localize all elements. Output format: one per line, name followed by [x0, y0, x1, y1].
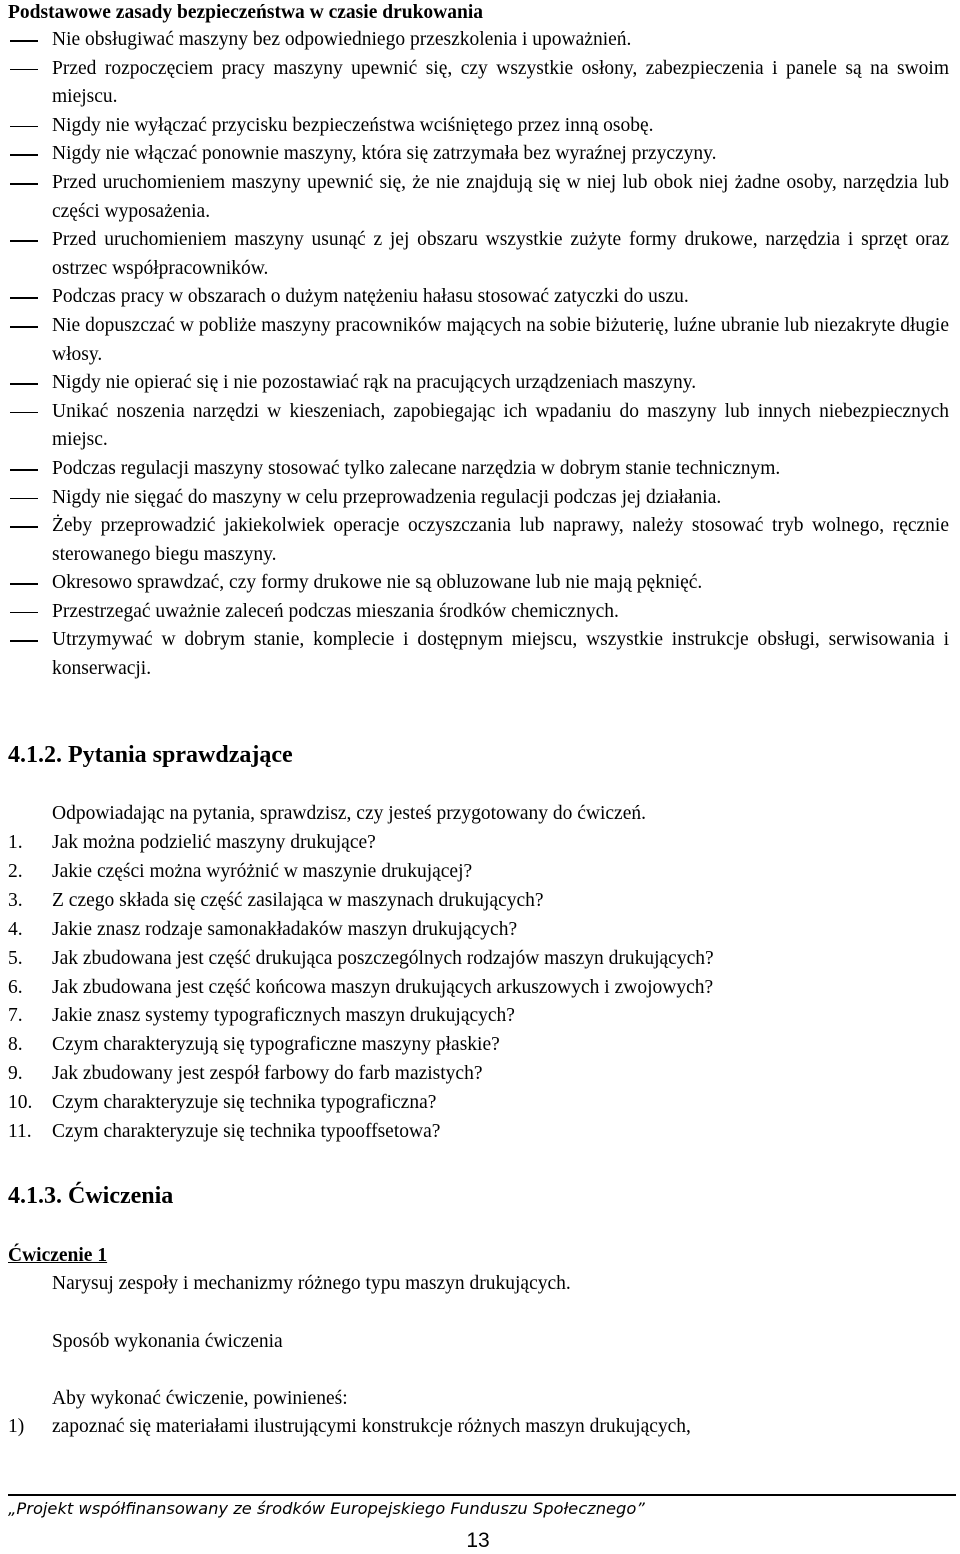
question-item: [0, 858, 960, 887]
safety-rule: Przed uruchomieniem maszyny upewnić się, że nie znajdują się w niej lub obok niej żadne osoby, narzędzia lub części wyposażenia.: [0, 169, 960, 226]
question-number: 11.: [8, 1121, 32, 1143]
exercise-task: Narysuj zespoły i mechanizmy różnego typu maszyn drukujących.: [52, 1273, 571, 1294]
questions-section-title: 4.1.2. Pytania sprawdzające: [8, 742, 293, 768]
questions-list: [0, 829, 960, 1147]
section-heading: Podstawowe zasady bezpieczeństwa w czasie drukowania: [8, 2, 484, 23]
question-text: Czym charakteryzuje się technika typograficzna?: [52, 1092, 437, 1114]
question-text: Jakie części można wyróżnić w maszynie drukującej?: [52, 860, 473, 882]
question-text: Czym charakteryzują się typograficzne maszyny płaskie?: [52, 1034, 500, 1056]
question-number: 1.: [8, 832, 23, 853]
question-number: 3.: [8, 889, 23, 911]
safety-rule: Nigdy nie włączać ponownie maszyny, która się zatrzymała bez wyraźnej przyczyny.: [0, 140, 960, 169]
safety-rule: Nigdy nie wyłączać przycisku bezpieczeństwa wciśniętego przez inną osobę.: [0, 112, 960, 141]
question-text: Czym charakteryzuje się technika typooffsetowa?: [52, 1121, 441, 1143]
question-text: Z czego składa się część zasilająca w maszynach drukujących?: [52, 889, 544, 911]
question-item: [0, 887, 960, 916]
safety-rule: Utrzymywać w dobrym stanie, komplecie i dostępnym miejscu, wszystkie instrukcje obsługi, serwisowania i konserwacji.: [0, 626, 960, 683]
question-number: 6.: [8, 976, 23, 998]
safety-rules-list: [0, 26, 960, 684]
question-text: Jak można podzielić maszyny drukujące?: [52, 832, 376, 853]
page-number: 13: [466, 1529, 490, 1552]
safety-rule: Nigdy nie opierać się i nie pozostawiać rąk na pracujących urządzeniach maszyny.: [0, 369, 960, 398]
exercise-title: Ćwiczenie 1: [8, 1245, 108, 1266]
safety-rule: Żeby przeprowadzić jakiekolwiek operacje oczyszczania lub naprawy, należy stosować tryb wolnego, ręcznie sterowanego biegu maszyny.: [0, 512, 960, 569]
safety-rule: Przed uruchomieniem maszyny usunąć z jej obszaru wszystkie zużyte formy drukowe, narzędzia i sprzęt oraz ostrzec współpracowników.: [0, 226, 960, 283]
steps-intro: Aby wykonać ćwiczenie, powinieneś:: [52, 1388, 348, 1409]
safety-rule: Przed rozpoczęciem pracy maszyny upewnić się, czy wszystkie osłony, zabezpieczenia i panele są na swoim miejscu.: [0, 55, 960, 112]
question-item: [0, 1002, 960, 1031]
question-item: [0, 829, 960, 858]
question-number: 8.: [8, 1034, 23, 1056]
question-item: [0, 1118, 960, 1147]
question-number: 7.: [8, 1005, 23, 1027]
question-number: 9.: [8, 1063, 23, 1085]
question-item: [0, 1060, 960, 1089]
question-number: 5.: [8, 947, 23, 969]
question-text: Jakie znasz rodzaje samonakładaków maszyn drukujących?: [52, 918, 518, 940]
safety-rule: Nie dopuszczać w pobliże maszyny pracowników mających na sobie biżuterię, luźne ubranie lub niezakryte długie włosy.: [0, 312, 960, 369]
question-item: [0, 945, 960, 974]
question-item: [0, 916, 960, 945]
method-label: Sposób wykonania ćwiczenia: [52, 1331, 283, 1352]
safety-rule: Okresowo sprawdzać, czy formy drukowe nie są obluzowane lub nie mają pęknięć.: [0, 569, 960, 598]
step-number: 1): [8, 1416, 25, 1437]
question-item: [0, 1031, 960, 1060]
question-number: 10.: [8, 1092, 33, 1114]
question-number: 2.: [8, 860, 23, 882]
exercises-section-title: 4.1.3. Ćwiczenia: [8, 1183, 174, 1209]
safety-rule: Przestrzegać uważnie zaleceń podczas mieszania środków chemicznych.: [0, 598, 960, 627]
safety-rule: Podczas regulacji maszyny stosować tylko zalecane narzędzia w dobrym stanie technicznym.: [0, 455, 960, 484]
question-item: [0, 1089, 960, 1118]
step-text: zapoznać się materiałami ilustrującymi konstrukcje różnych maszyn drukujących,: [52, 1416, 691, 1437]
question-text: Jak zbudowany jest zespół farbowy do farb mazistych?: [52, 1063, 483, 1085]
questions-intro: Odpowiadając na pytania, sprawdzisz, czy jesteś przygotowany do ćwiczeń.: [52, 803, 646, 824]
question-number: 4.: [8, 918, 23, 940]
safety-rule: Nigdy nie sięgać do maszyny w celu przeprowadzenia regulacji podczas jej działania.: [0, 484, 960, 513]
question-text: Jak zbudowana jest część końcowa maszyn drukujących arkuszowych i zwojowych?: [52, 976, 714, 998]
footer-text: „Projekt współfinansowany ze środków Europejskiego Funduszu Społecznego”: [8, 1499, 645, 1518]
safety-rule: Podczas pracy w obszarach o dużym natężeniu hałasu stosować zatyczki do uszu.: [0, 283, 960, 312]
safety-rule: Nie obsługiwać maszyny bez odpowiedniego przeszkolenia i upoważnień.: [0, 26, 960, 55]
question-text: Jak zbudowana jest część drukująca poszczególnych rodzajów maszyn drukujących?: [52, 947, 714, 969]
safety-rule: Unikać noszenia narzędzi w kieszeniach, zapobiegając ich wpadaniu do maszyny lub innych niebezpiecznych miejsc.: [0, 398, 960, 455]
footer-divider: [8, 1494, 956, 1496]
question-text: Jakie znasz systemy typograficznych maszyn drukujących?: [52, 1005, 515, 1027]
question-item: [0, 974, 960, 1003]
